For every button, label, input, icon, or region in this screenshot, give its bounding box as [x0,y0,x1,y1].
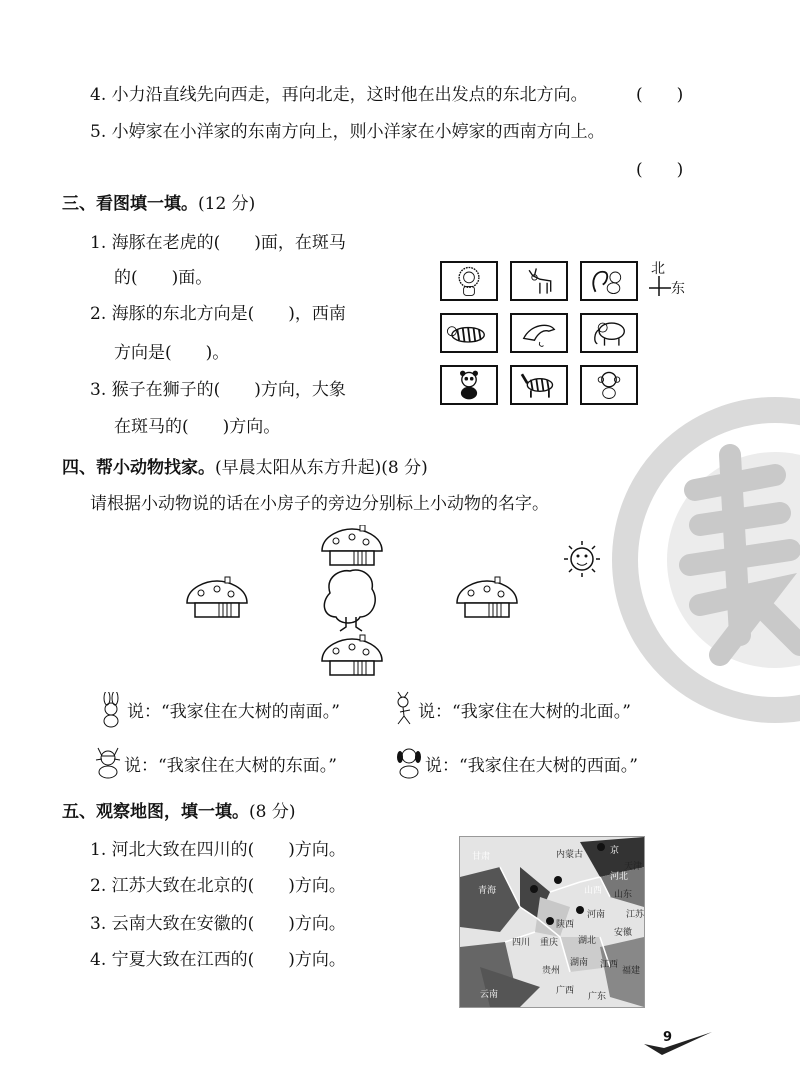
squirrel-icon [580,261,638,301]
lion-icon [440,261,498,301]
question-3-3a: 3. 猴子在狮子的( )方向，大象 [90,380,346,400]
question-2-4: 4. 小力沿直线先向西走，再向北走，这时他在出发点的东北方向。 [90,85,588,105]
speech-deer: 说：“我家住在大树的北面。” [418,702,631,722]
elephant-icon [580,313,638,353]
deer-speaker-icon [390,690,420,726]
map-label-qinghai: 青海 [478,886,497,896]
panda-icon [440,365,498,405]
question-3-2a: 2. 海豚的东北方向是( )，西南 [90,304,346,324]
speech-cat: 说：“我家住在大树的东面。” [124,756,337,776]
map-label-guizhou: 贵州 [542,966,561,976]
house-north [322,525,382,565]
tiger-icon [440,313,498,353]
deer-icon [510,261,568,301]
section-four-title: 四、帮小动物找家。(早晨太阳从东方升起)(8 分) [62,458,428,478]
map-label-henan: 河南 [587,910,606,920]
compass-east: 东 [671,281,685,297]
question-3-3b: 在斑马的( )方向。 [114,417,281,437]
house-east [457,577,517,617]
speech-dog: 说：“我家住在大树的西面。” [425,756,638,776]
compass-north: 北 [651,261,665,277]
section-three-title: 三、看图填一填。(12 分) [62,194,256,214]
map-label-yunnan: 云南 [480,990,499,1000]
map-label-beijing: 京 [610,846,620,856]
answer-bracket-2-4[interactable]: ( ) [636,85,684,105]
dolphin-icon [510,313,568,353]
question-3-1b: 的( )面。 [114,268,213,288]
map-label-guangdong: 广东 [588,992,607,1002]
map-label-shaanxi: 陕西 [556,920,575,930]
animal-houses-scene [180,525,620,690]
question-2-5: 5. 小婷家在小洋家的东南方向上，则小洋家在小婷家的西南方向上。 [90,122,605,142]
map-label-gansu: 甘肃 [472,852,491,862]
dog-icon [393,744,425,780]
map-label-hubei: 湖北 [578,936,597,946]
page-number: 9 [663,1030,673,1045]
map-label-jiangsu: 江苏 [626,910,645,920]
map-label-sichuan: 四川 [512,938,531,948]
map-label-shandong: 山东 [614,890,633,900]
house-west [187,577,247,617]
question-3-1a: 1. 海豚在老虎的( )面，在斑马 [90,233,346,253]
sun-icon [564,541,600,577]
section-five-title: 五、观察地图，填一填。(8 分) [62,802,296,822]
map-label-shanxi: 山西 [584,886,603,896]
map-label-hunan: 湖南 [570,958,589,968]
rabbit-icon [95,692,125,728]
big-tree-icon [324,570,375,631]
question-5-4: 4. 宁夏大致在江西的( )方向。 [90,950,346,970]
checkmark-icon [640,1028,715,1058]
animal-grid [440,261,640,409]
china-region-map [459,836,645,1008]
question-3-2b: 方向是( )。 [114,343,230,363]
zebra-icon [510,365,568,405]
question-5-2: 2. 江苏大致在北京的( )方向。 [90,876,346,896]
section-four-instruction: 请根据小动物说的话在小房子的旁边分别标上小动物的名字。 [90,494,549,514]
compass-rose [645,258,700,303]
cat-icon [92,744,124,780]
watermark-seal [600,395,800,725]
map-label-neimenggu: 内蒙古 [556,850,584,860]
question-5-3: 3. 云南大致在安徽的( )方向。 [90,914,346,934]
map-label-tianjin: 天津 [624,862,643,872]
map-label-anhui: 安徽 [614,928,633,938]
map-label-jiangxi: 江西 [600,960,619,970]
answer-bracket-2-5[interactable]: ( ) [636,160,684,180]
house-south [322,635,382,675]
monkey-icon [580,365,638,405]
map-label-guangxi: 广西 [556,986,575,996]
map-label-chongqing: 重庆 [540,938,559,948]
map-label-fujian: 福建 [622,966,641,976]
map-label-hebei: 河北 [610,872,629,882]
compass-cross-icon [647,274,671,298]
question-5-1: 1. 河北大致在四川的( )方向。 [90,840,346,860]
speech-rabbit: 说：“我家住在大树的南面。” [127,702,340,722]
